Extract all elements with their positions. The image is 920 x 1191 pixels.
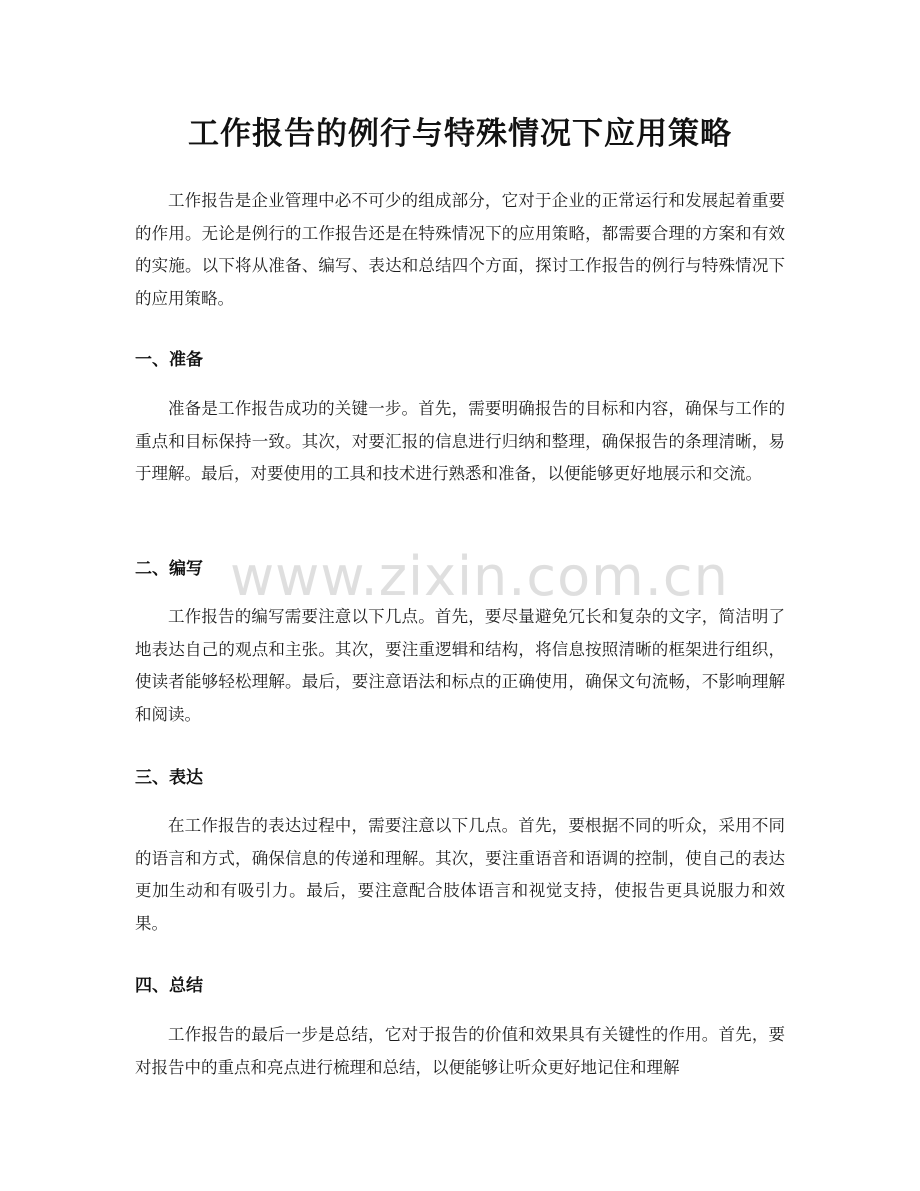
section-body-express: 在工作报告的表达过程中，需要注意以下几点。首先，要根据不同的听众，采用不同的语言和方式，确保信息的传递和理解。其次，要注重语音和语调的控制，使自己的表达更加生动和有吸引力。最后，要注意配合肢体语言和视觉支持，使报告更具说服力和效果。 <box>135 816 785 933</box>
document-title: 工作报告的例行与特殊情况下应用策略 <box>188 116 732 152</box>
section-body-prepare: 准备是工作报告成功的关键一步。首先，需要明确报告的目标和内容，确保与工作的重点和目标保持一致。其次，对要汇报的信息进行归纳和整理，确保报告的条理清晰，易于理解。最后，对要使用的工具和技术进行熟悉和准备，以便能够更好地展示和交流。 <box>135 399 785 483</box>
section-body-summary: 工作报告的最后一步是总结，它对于报告的价值和效果具有关键性的作用。首先，要对报告中的重点和亮点进行梳理和总结，以便能够让听众更好地记住和理解 <box>135 1025 785 1077</box>
intro-paragraph: 工作报告是企业管理中必不可少的组成部分，它对于企业的正常运行和发展起着重要的作用。无论是例行的工作报告还是在特殊情况下的应用策略，都需要合理的方案和有效的实施。以下将从准备、编写、表达和总结四个方面，探讨工作报告的例行与特殊情况下的应用策略。 <box>135 191 785 308</box>
section-heading-write: 二、编写 <box>135 559 203 579</box>
section-body-write: 工作报告的编写需要注意以下几点。首先，要尽量避免冗长和复杂的文字，简洁明了地表达自己的观点和主张。其次，要注重逻辑和结构，将信息按照清晰的框架进行组织，使读者能够轻松理解。最后，要注意语法和标点的正确使用，确保文句流畅，不影响理解和阅读。 <box>135 607 785 724</box>
section-heading-express: 三、表达 <box>135 768 203 788</box>
section-heading-summary: 四、总结 <box>135 976 203 996</box>
section-heading-prepare: 一、准备 <box>135 350 203 370</box>
watermark-text: www.zixin.com.cn <box>230 545 729 608</box>
